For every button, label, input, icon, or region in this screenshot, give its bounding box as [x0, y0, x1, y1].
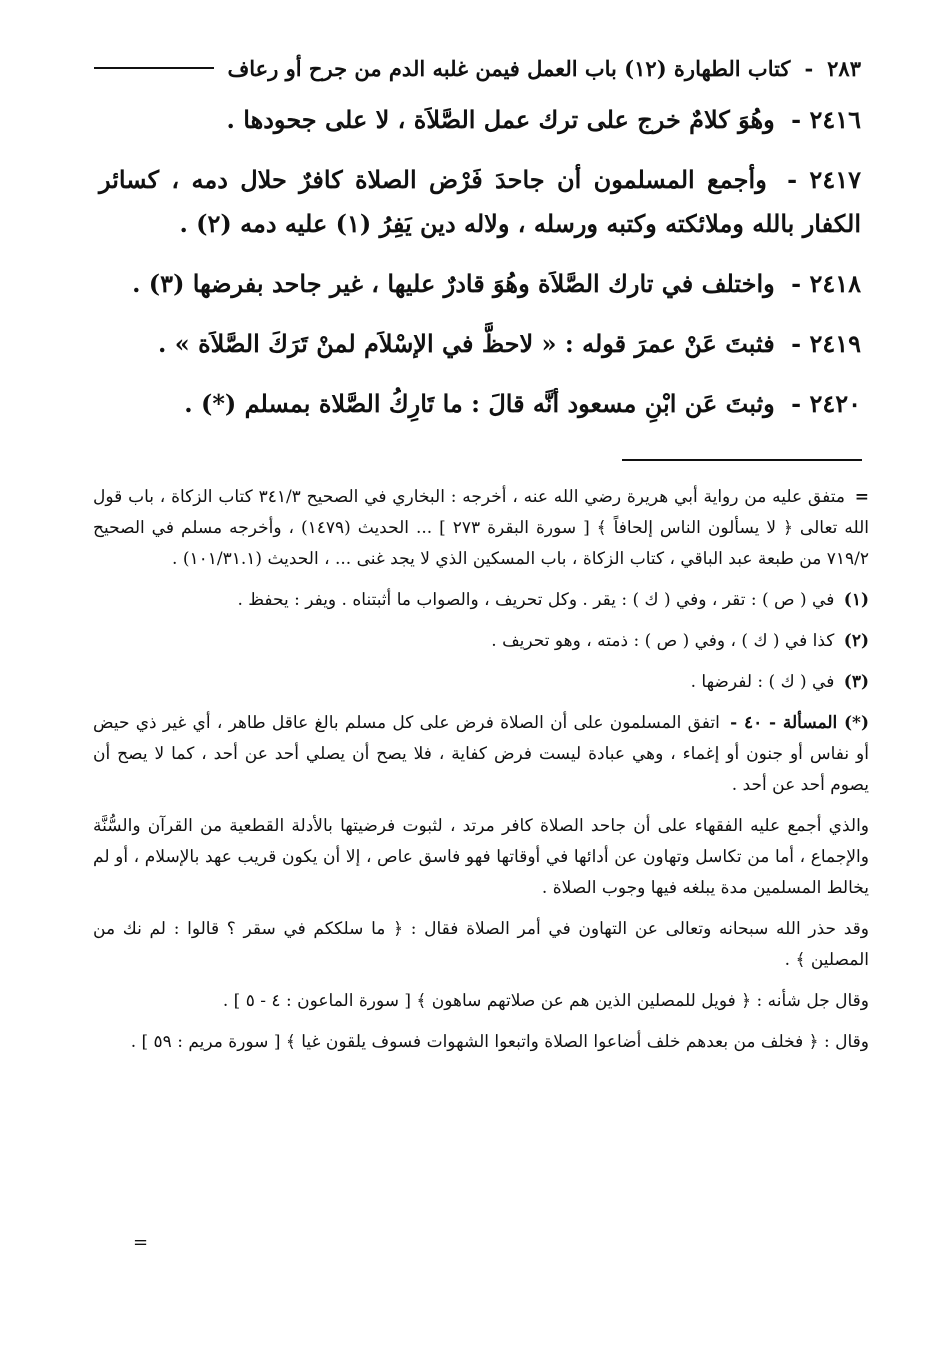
header-rule: [94, 67, 214, 69]
header-dash: -: [804, 55, 814, 81]
footnote-lead: =: [854, 487, 870, 507]
footnote-text: وقال : ﴿ فخلف من بعدهم خلف أضاعوا الصلاة واتبعوا الشهوات فسوف يلقون غيا ﴾ [ سورة مريم : ٥٩ ] .: [130, 1032, 869, 1052]
footnotes: [93, 482, 869, 1068]
paragraph-2418: [99, 262, 861, 306]
paragraph-number: ٢٤١٦ -: [791, 105, 861, 134]
footnote-paragraph: [93, 1027, 869, 1058]
footnote-text: في ( ص ) : تقر ، وفي ( ك ) : يقر . وكل تحريف ، والصواب ما أثبتناه . ويفر : يحفظ .: [237, 590, 835, 610]
footnote-text: متفق عليه من رواية أبي هريرة رضي الله عنه ، أخرجه : البخاري في الصحيح ٣٤١/٣ كتاب الزكاة ، باب قول الله تعالى ﴿ لا يسألون الناس إلحافاً ﴾ [ سورة البقرة ٢٧٣ ] ... الحديث (١٤٧٩) ، وأخرجه مسلم في الصحيح ٧١٩/٢ من طبعة عبد الباقي ، كتاب الزكاة ، باب المسكين الذي لا يجد غنى ... ، الحديث (١٠١/٣١.١) .: [93, 487, 869, 569]
paragraph-text: وثبتَ عَن ابْنِ مسعود أنَّه قالَ : ما تَارِكُ الصَّلاة بمسلم (*) .: [184, 389, 775, 418]
paragraph-text: وهُوَ كلامٌ خرج على ترك عمل الصَّلاَة ، لا على جحودها .: [226, 105, 775, 134]
footnote-text: في ( ك ) : لفرضها .: [690, 672, 835, 692]
footnote-paragraph: [93, 811, 869, 904]
paragraph-text: وأجمع المسلمون أن جاحدَ فَرْض الصلاة كافرٌ حلال دمه ، كسائر الكفار بالله وملائكته وكتبه ورسله ، ولاله دين يَفِرُ (١) عليه دمه (٢) .: [99, 165, 861, 238]
footnote-paragraph: [93, 914, 869, 976]
paragraph-2419: [99, 322, 861, 366]
paragraph-number: ٢٤١٨ -: [791, 269, 861, 298]
continuation-marker: =: [133, 1232, 149, 1253]
footnote-1: [93, 585, 869, 616]
running-header: [101, 48, 861, 88]
paragraph-number: ٢٤٢٠ -: [791, 389, 861, 418]
footnote-lead: (*) المسألة - ٤٠ -: [730, 713, 869, 733]
paragraph-text: فثبتَ عَنْ عمرَ قوله : « لاحظَّ في الإسْلاَم لمنْ تَرَكَ الصَّلاَة » .: [158, 329, 775, 358]
footnote-text: وقد حذر الله سبحانه وتعالى عن التهاون في أمر الصلاة فقال : ﴿ ما سلككم في سقر ؟ قالوا : لم نك من المصلين ﴾ .: [93, 919, 869, 970]
paragraph-2416: [99, 98, 861, 142]
footnote-lead: (٣): [843, 672, 869, 692]
footnote-continuation: [93, 482, 869, 575]
page-number: ٢٨٣: [827, 55, 861, 81]
paragraph-2417: [99, 158, 861, 246]
footnote-2: [93, 626, 869, 657]
footnote-issue: [93, 708, 869, 801]
footnote-text: والذي أجمع عليه الفقهاء على أن جاحد الصلاة كافر مرتد ، لثبوت فرضيتها بالأدلة القطعية من القرآن والسُّنَّة والإجماع ، أما من تكاسل وتهاون عن أدائها في أوقاتها فهو فاسق عاص ، إلا أن يكون قريب عهد بالإسلام ، أو لم يخالط المسلمين مدة يبلغه فيها وجوب الصلاة .: [93, 816, 869, 898]
footnote-lead: (٢): [843, 631, 869, 651]
footnote-paragraph: [93, 986, 869, 1017]
main-text: [99, 98, 861, 442]
paragraph-number: ٢٤١٧ -: [787, 165, 861, 194]
footnote-text: كذا في ( ك ) ، وفي ( ص ) : ذمته ، وهو تحريف .: [491, 631, 835, 651]
footnote-text: وقال جل شأنه : ﴿ فويل للمصلين الذين هم عن صلاتهم ساهون ﴾ [ سورة الماعون : ٤ - ٥ ] .: [222, 991, 869, 1011]
footnote-separator: [622, 459, 862, 461]
paragraph-2420: [99, 382, 861, 426]
footnote-lead: (١): [843, 590, 869, 610]
paragraph-number: ٢٤١٩ -: [791, 329, 861, 358]
footnote-3: [93, 667, 869, 698]
header-title: كتاب الطهارة (١٢) باب العمل فيمن غلبه الدم من جرح أو رعاف: [227, 55, 791, 81]
footnote-text: اتفق المسلمون على أن الصلاة فرض على كل مسلم بالغ عاقل طاهر ، أي غير ذي حيض أو نفاس أو جنون أو إغماء ، وهي عبادة ليست فرض كفاية ، فلا يصح أن يصلي أحد عن أحد ، كما لا يصح أن يصوم أحد عن أحد .: [93, 713, 869, 795]
paragraph-text: واختلف في تارك الصَّلاَة وهُوَ قادرٌ عليها ، غير جاحد بفرضها (٣) .: [132, 269, 775, 298]
